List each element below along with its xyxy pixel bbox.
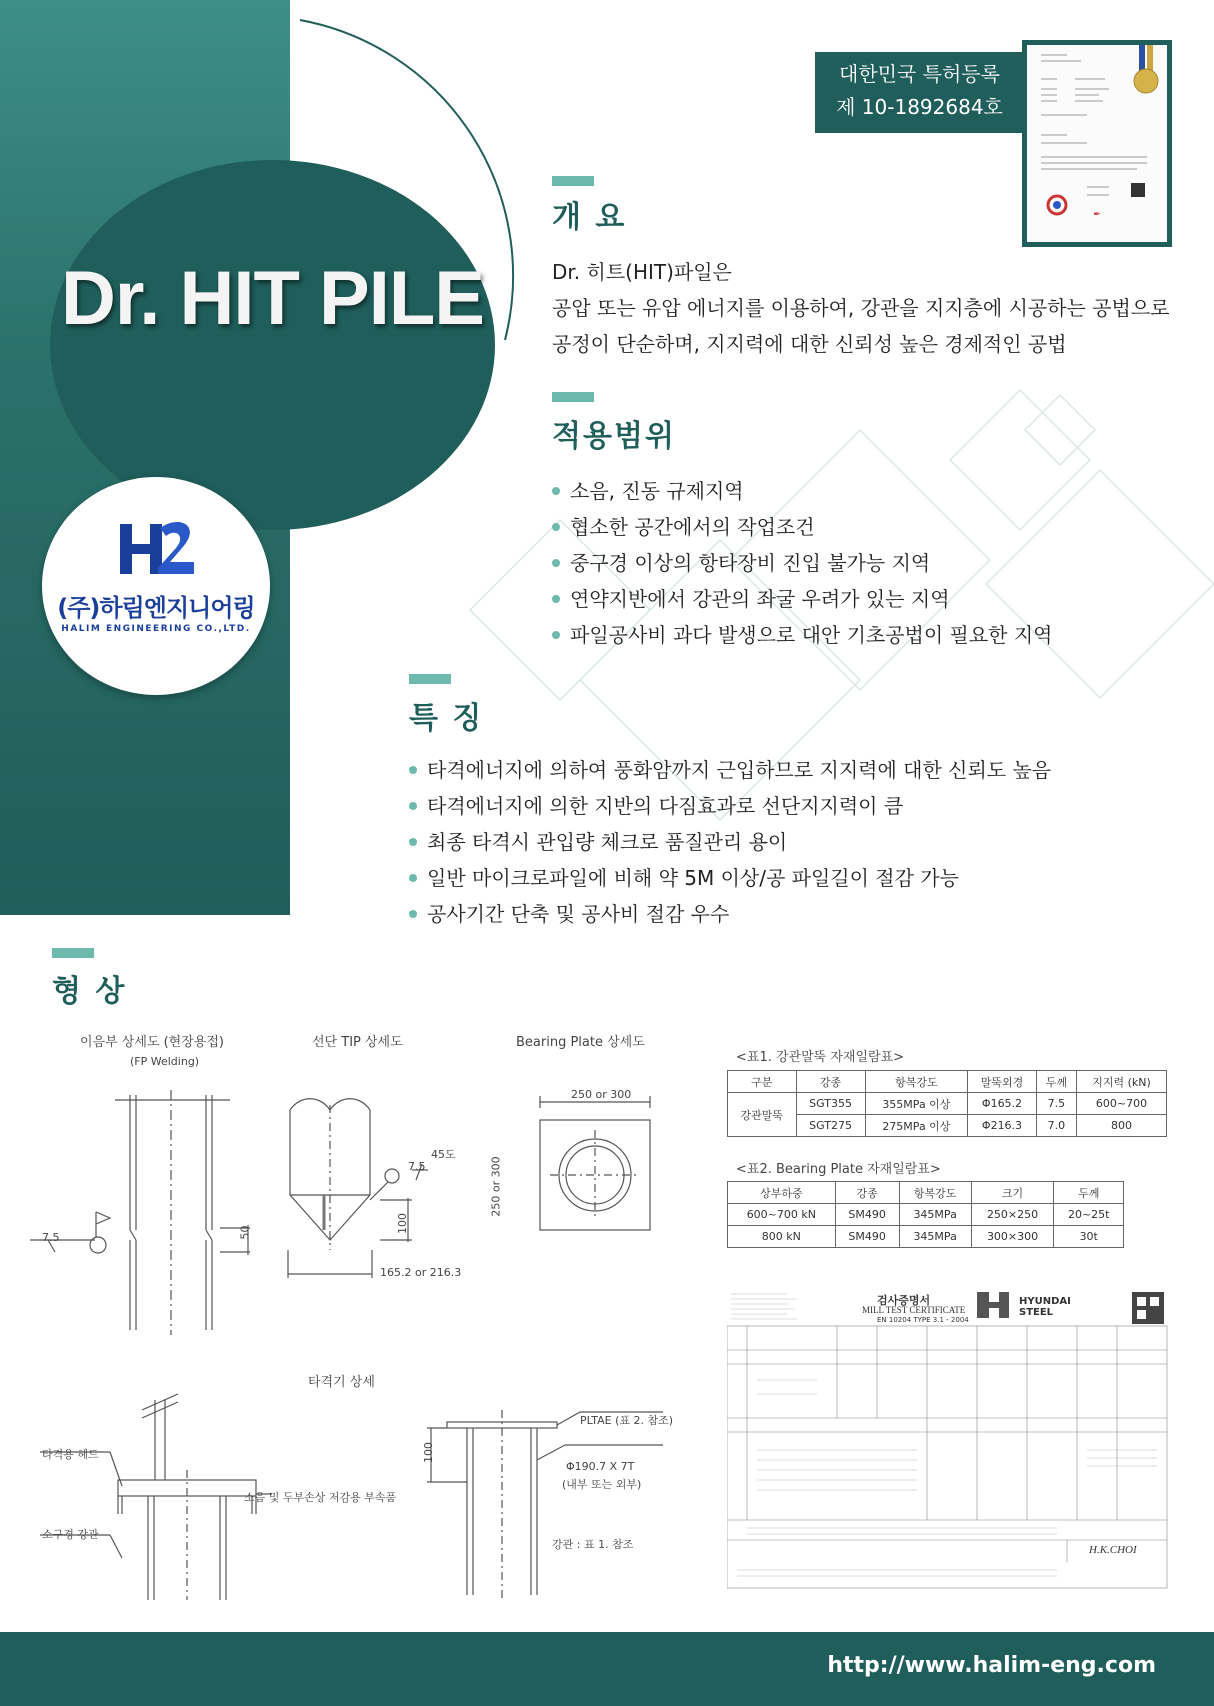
company-name-english: HALIM ENGINEERING CO.,LTD.: [61, 624, 251, 634]
joint-detail-drawing: [30, 1080, 280, 1340]
joint-detail-title: 이음부 상세도 (현장용접): [80, 1035, 224, 1050]
bullet-icon: [552, 487, 560, 495]
table-cell: SGT355: [796, 1093, 865, 1115]
plate-dim-top: 250 or 300: [571, 1088, 632, 1101]
table-cell: 600~700 kN: [728, 1204, 836, 1226]
tip-detail-title: 선단 TIP 상세도: [312, 1035, 403, 1050]
feature-item: 일반 마이크로파일에 비해 약 5M 이상/공 파일길이 절감 가능: [409, 862, 959, 891]
certificate-document-icon: [1027, 45, 1167, 242]
bearing-plate-drawing: [520, 1090, 670, 1250]
table-cell: 300×300: [971, 1226, 1054, 1248]
tip-angle-label: 45도: [431, 1148, 456, 1161]
section-bar-overview: [552, 176, 594, 186]
plate-detail-title: Bearing Plate 상세도: [516, 1035, 645, 1050]
bearing-plate-table: [727, 1181, 1124, 1248]
logo-badge: [42, 477, 270, 695]
hammer-accessory-label: 소음 및 두부손상 저감용 부속품: [244, 1491, 397, 1504]
scope-item: 협소한 공간에서의 작업조건: [552, 511, 815, 540]
title-circle: [50, 160, 495, 530]
table-header-cell: 강종: [796, 1071, 865, 1093]
table-header-cell: 강종: [835, 1182, 899, 1204]
scope-item: 파일공사비 과다 발생으로 대안 기초공법이 필요한 지역: [552, 619, 1053, 648]
table-row: [728, 1204, 1124, 1226]
table-row: [728, 1093, 1167, 1115]
scope-item: 연약지반에서 강관의 좌굴 우려가 있는 지역: [552, 583, 950, 612]
bullet-icon: [409, 838, 417, 846]
heading-features: 특 징: [409, 701, 484, 736]
table2-caption: <표2. Bearing Plate 자재일람표>: [736, 1162, 941, 1177]
patent-number: 제 10-1892684호: [836, 95, 1003, 119]
patent-label: 대한민국 특허등록: [839, 62, 1000, 86]
feature-item: 타격에너지에 의하여 풍화암까지 근입하므로 지지력에 대한 신뢰도 높음: [409, 754, 1051, 783]
feature-item: 타격에너지에 의한 지반의 다짐효과로 선단지지력이 큼: [409, 790, 903, 819]
table-header-cell: 구분: [728, 1071, 797, 1093]
svg-text:✒: ✒: [1093, 210, 1101, 220]
steel-pipe-table: [727, 1070, 1167, 1137]
table-cell: 600~700: [1077, 1093, 1167, 1115]
pipe-reference-note: 강관 : 표 1. 참조: [552, 1538, 634, 1551]
table-cell: Φ216.3: [968, 1115, 1037, 1137]
table-header-cell: 크기: [971, 1182, 1054, 1204]
plate-dim-side: 250 or 300: [489, 1156, 503, 1217]
certificate-title-english: MILL TEST CERTIFICATE: [862, 1305, 966, 1315]
hammer-pipe-label: 소구경 강관: [42, 1528, 99, 1541]
table-cell: 7.5: [1036, 1093, 1076, 1115]
certificate-title-korean: 검사증명서: [877, 1294, 931, 1307]
hammer-detail-title: 타격기 상세: [308, 1375, 375, 1390]
website-link[interactable]: http://www.halim-eng.com: [827, 1653, 1156, 1678]
bullet-icon: [552, 595, 560, 603]
heading-shape: 형 상: [52, 974, 127, 1009]
table-cell: SGT275: [796, 1115, 865, 1137]
table-cell: 250×250: [971, 1204, 1054, 1226]
table-header-cell: 항복강도: [865, 1071, 968, 1093]
table-header-cell: 항복강도: [899, 1182, 971, 1204]
company-name-korean: (주)하림엔지니어링: [57, 594, 255, 622]
mill-test-certificate: [727, 1290, 1172, 1597]
feature-item: 최종 타격시 관입량 체크로 품질관리 용이: [409, 826, 787, 855]
table-header-row: [728, 1182, 1124, 1204]
bullet-icon: [409, 802, 417, 810]
table-cell: SM490: [835, 1204, 899, 1226]
overview-line-2: 공압 또는 유압 에너지를 이용하여, 강관을 지지층에 시공하는 공법으로: [552, 296, 1170, 320]
table-group-cell: 강관말뚝: [728, 1093, 797, 1137]
bullet-icon: [409, 766, 417, 774]
table-cell: 275MPa 이상: [865, 1115, 968, 1137]
tip-detail-drawing: [280, 1090, 480, 1290]
table-cell: 7.0: [1036, 1115, 1076, 1137]
certificate-signature: H.K.CHOI: [1089, 1544, 1137, 1556]
plate-reference-note: PLTAE (표 2. 참조): [580, 1414, 674, 1427]
table-header-cell: 상부하중: [728, 1182, 836, 1204]
certificate-standard: EN 10204 TYPE 3.1 - 2004: [877, 1316, 969, 1324]
section-bar-scope: [552, 392, 594, 402]
table-cell: 800: [1077, 1115, 1167, 1137]
tip-dim-c: 165.2 or 216.3: [380, 1266, 462, 1279]
joint-dim-right: 50: [238, 1225, 252, 1240]
pipe-dimension-subnote: (내부 또는 외부): [562, 1478, 642, 1491]
table1-caption: <표1. 강관말뚝 자재일람표>: [736, 1050, 905, 1065]
table-cell: 355MPa 이상: [865, 1093, 968, 1115]
table-cell: Φ165.2: [968, 1093, 1037, 1115]
heading-scope: 적용범위: [552, 419, 676, 454]
certificate-brand: HYUNDAI STEEL: [1019, 1296, 1071, 1318]
table-cell: 345MPa: [899, 1226, 971, 1248]
bullet-icon: [552, 631, 560, 639]
hammer-head-label: 타격용 헤드: [42, 1448, 99, 1461]
table-cell: SM490: [835, 1226, 899, 1248]
section-bar-shape: [52, 948, 94, 958]
tip-dim-a: 7.5: [408, 1160, 426, 1173]
table-cell: 345MPa: [899, 1204, 971, 1226]
table-header-cell: 말뚝외경: [968, 1071, 1037, 1093]
bullet-icon: [552, 559, 560, 567]
bullet-icon: [409, 874, 417, 882]
page-title: Dr. HIT PILE: [61, 256, 484, 341]
pipe-dimension-note: Φ190.7 X 7T: [566, 1460, 635, 1473]
tip-dim-b: 100: [396, 1213, 409, 1234]
pipe-dim-height: 100: [422, 1442, 435, 1463]
pipe-plate-drawing: [425, 1400, 705, 1600]
feature-item: 공사기간 단축 및 공사비 절감 우수: [409, 898, 729, 927]
joint-dim-left: 7.5: [42, 1231, 60, 1244]
bullet-icon: [552, 523, 560, 531]
section-bar-features: [409, 674, 451, 684]
heading-overview: 개 요: [552, 200, 627, 235]
patent-badge: [815, 52, 1024, 133]
table-row: [728, 1226, 1124, 1248]
table-header-cell: 지지력 (kN): [1077, 1071, 1167, 1093]
halim-logo-icon: [110, 514, 200, 584]
joint-detail-subtitle: (FP Welding): [130, 1055, 200, 1068]
table-header-row: [728, 1071, 1167, 1093]
scope-item: 중구경 이상의 항타장비 진입 불가능 지역: [552, 547, 930, 576]
scope-item: 소음, 진동 규제지역: [552, 475, 744, 504]
table-cell: 20~25t: [1054, 1204, 1124, 1226]
bullet-icon: [409, 910, 417, 918]
overview-line-3: 공정이 단순하며, 지지력에 대한 신뢰성 높은 경제적인 공법: [552, 332, 1067, 356]
table-cell: 30t: [1054, 1226, 1124, 1248]
table-header-cell: 두께: [1036, 1071, 1076, 1093]
table-cell: 800 kN: [728, 1226, 836, 1248]
patent-certificate-image: [1022, 40, 1172, 247]
overview-line-1: Dr. 히트(HIT)파일은: [552, 260, 732, 284]
table-header-cell: 두께: [1054, 1182, 1124, 1204]
